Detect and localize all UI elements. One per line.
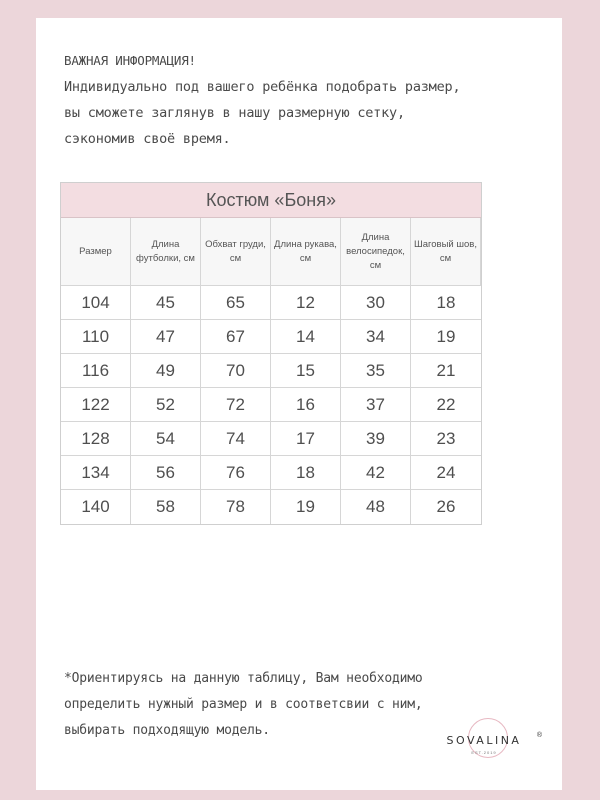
intro-line: сэкономив своё время. — [64, 131, 231, 147]
table-cell: 12 — [271, 286, 341, 320]
footnote-line: выбирать подходящую модель. — [64, 723, 270, 738]
table-cell: 74 — [201, 422, 271, 456]
logo-name: SOVALINA — [446, 734, 522, 747]
table-cell: 15 — [271, 354, 341, 388]
table-cell: 52 — [131, 388, 201, 422]
table-cell: 18 — [271, 456, 341, 490]
column-header-size: Размер — [61, 218, 131, 286]
table-cell: 16 — [271, 388, 341, 422]
table-title: Костюм «Боня» — [61, 183, 481, 218]
table-cell: 47 — [131, 320, 201, 354]
table-cell: 110 — [61, 320, 131, 354]
table-cell: 21 — [411, 354, 481, 388]
column-header-chest: Обхват груди, см — [201, 218, 271, 286]
table-cell: 48 — [341, 490, 411, 524]
table-cell: 19 — [271, 490, 341, 524]
table-cell: 37 — [341, 388, 411, 422]
table-cell: 23 — [411, 422, 481, 456]
table-cell: 134 — [61, 456, 131, 490]
table-cell: 76 — [201, 456, 271, 490]
table-cell: 42 — [341, 456, 411, 490]
table-cell: 14 — [271, 320, 341, 354]
table-cell: 70 — [201, 354, 271, 388]
table-cell: 19 — [411, 320, 481, 354]
column-header-sleeve-length: Длина рукава, см — [271, 218, 341, 286]
column-header-shirt-length: Длина футболки, см — [131, 218, 201, 286]
table-cell: 116 — [61, 354, 131, 388]
table-cell: 24 — [411, 456, 481, 490]
table-cell: 122 — [61, 388, 131, 422]
brand-logo — [426, 718, 542, 768]
table-cell: 78 — [201, 490, 271, 524]
footnote-line: *Ориентируясь на данную таблицу, Вам необходимо — [64, 671, 423, 686]
table-grid — [61, 218, 481, 524]
table-cell: 17 — [271, 422, 341, 456]
table-cell: 128 — [61, 422, 131, 456]
table-cell: 54 — [131, 422, 201, 456]
table-cell: 35 — [341, 354, 411, 388]
logo-tagline: EST.2019 — [471, 750, 497, 755]
column-header-shorts-length: Длина велосипедок, см — [341, 218, 411, 286]
table-cell: 65 — [201, 286, 271, 320]
table-cell: 72 — [201, 388, 271, 422]
column-header-inseam: Шаговый шов, см — [411, 218, 481, 286]
table-cell: 58 — [131, 490, 201, 524]
table-cell: 104 — [61, 286, 131, 320]
intro-line: Индивидуально под вашего ребёнка подобрать размер, — [64, 79, 461, 95]
table-cell: 39 — [341, 422, 411, 456]
table-cell: 22 — [411, 388, 481, 422]
table-cell: 67 — [201, 320, 271, 354]
table-cell: 140 — [61, 490, 131, 524]
size-chart-table — [60, 182, 482, 525]
table-cell: 34 — [341, 320, 411, 354]
table-cell: 30 — [341, 286, 411, 320]
table-cell: 26 — [436, 497, 456, 516]
footnote-line: определить нужный размер и в соответсвии с ним, — [64, 697, 423, 712]
table-cell: 18 — [411, 286, 481, 320]
table-cell: 49 — [131, 354, 201, 388]
table-cell: 56 — [131, 456, 201, 490]
intro-line: вы сможете заглянув в нашу размерную сетку, — [64, 105, 405, 121]
table-cell: 45 — [131, 286, 201, 320]
intro-block — [64, 48, 534, 152]
intro-heading: ВАЖНАЯ ИНФОРМАЦИЯ! — [64, 53, 196, 68]
registered-mark: ® — [536, 732, 542, 739]
